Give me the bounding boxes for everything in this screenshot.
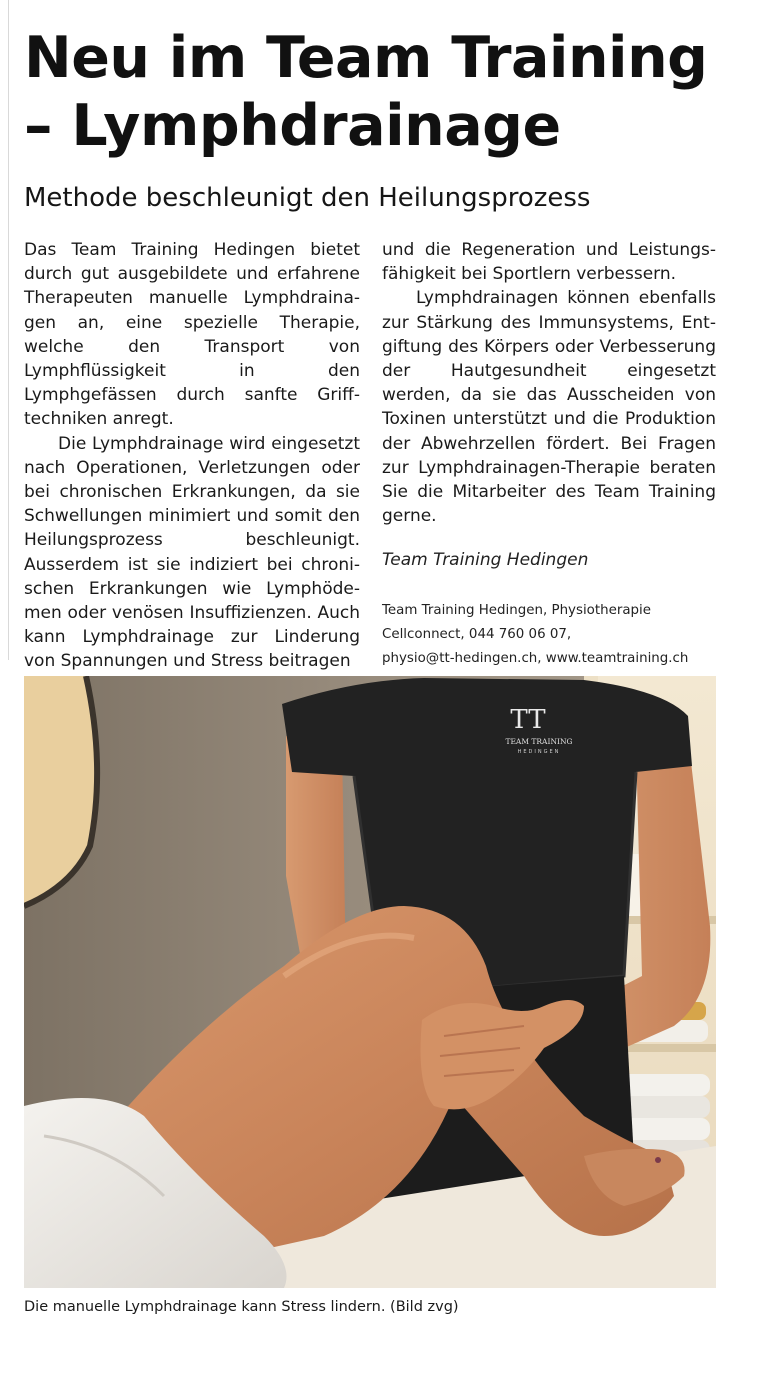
contact-line: Team Training Hedingen, Physiotherapie [382, 602, 652, 618]
author-signature: Team Training Hedingen [382, 550, 589, 571]
body-paragraph: Das Team Training Hedingen bietet durch gut ausgebildete und erfahrene Therapeuten manuelle Lymphdrainagen an, eine spezielle Therapie, welche den Transport von Lymphflüssigkeit in den Lymphgefässen durch sanfte Grifftechniken anregt. [24, 240, 360, 430]
subtitle: Methode beschleunigt den Heilungsprozess [24, 183, 591, 213]
contact-info [382, 599, 716, 671]
shirt-logo-mark: TT [510, 705, 546, 735]
contact-line: Cellconnect, 044 760 06 07, [382, 626, 572, 642]
page-edge-rule [8, 0, 9, 660]
headline-line-1: Neu im Team Training [24, 25, 708, 91]
shirt-logo-text: TEAM TRAINING [505, 737, 573, 746]
headline-line-2: – Lymphdrainage [24, 93, 561, 159]
photo-caption: Die manuelle Lymphdrainage kann Stress lindern. (Bild zvg) [24, 1299, 459, 1315]
body-paragraph: Die Lymphdrainage wird eingesetzt nach Operationen, Verletzungen oder bei chronischen Erkrankungen, da sie Schwellungen minimiert und somit den Heilungsprozess beschleunigt. Ausserdem ist sie indiziert bei chronischen Erkrankungen wie Lymphödemen oder venösen Insuffizienzen. Auch kann Lymphdrainage zur Linderung von Spannungen und Stress beitragen [24, 433, 360, 672]
text-column-right [382, 238, 716, 671]
massage-photo-illustration [24, 676, 716, 1288]
body-paragraph: Lymphdrainagen können ebenfalls zur Stärkung des Immunsystems, Entgiftung des Körpers oder Verbesserung der Hautgesundheit eingesetzt werden, da sie das Ausscheiden von Toxinen unterstützt und die Produktion der Abwehrzellen fördert. Bei Fragen zur Lymphdrainagen-Therapie beraten Sie die Mitarbeiter des Team Training gerne. [382, 288, 716, 527]
article-photo [24, 676, 716, 1288]
headline [24, 24, 754, 160]
shirt-logo-subtext: HEDINGEN [517, 749, 561, 755]
body-paragraph: und die Regeneration und Leistungsfähigkeit bei Sportlern verbessern. [382, 240, 716, 285]
text-column-left [24, 238, 360, 674]
contact-line: physio@tt-hedingen.ch, www.teamtraining.ch [382, 650, 689, 666]
toenail [655, 1157, 661, 1163]
